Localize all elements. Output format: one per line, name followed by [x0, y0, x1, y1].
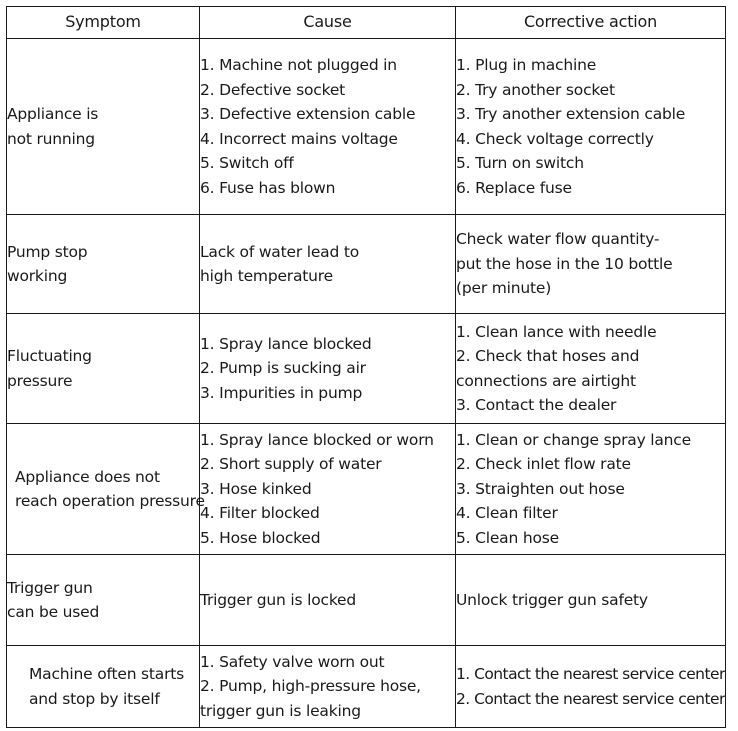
- action-line: 5. Turn on switch: [456, 154, 584, 172]
- table-row: [7, 215, 726, 314]
- symptom-line: working: [7, 267, 68, 285]
- action-cell: [456, 215, 726, 314]
- action-cell: [456, 555, 726, 646]
- cause-cell: [200, 39, 456, 215]
- header-symptom: Symptom: [7, 7, 200, 39]
- action-cell: [456, 646, 726, 728]
- symptom-line: pressure: [7, 371, 73, 390]
- action-line: 6. Replace fuse: [456, 178, 572, 197]
- cause-line: 1. Spray lance blocked or worn: [200, 430, 434, 449]
- action-line: 3. Contact the dealer: [456, 396, 617, 414]
- table-row: [7, 39, 726, 215]
- cause-line: 5. Switch off: [200, 154, 294, 172]
- symptom-cell: [7, 39, 200, 215]
- cause-line: 1. Spray lance blocked: [200, 334, 372, 353]
- cause-line: trigger gun is leaking: [200, 701, 361, 720]
- action-line: 5. Clean hose: [456, 528, 559, 547]
- action-line: connections are airtight: [456, 371, 636, 390]
- action-cell: [456, 314, 726, 424]
- symptom-line: Fluctuating: [7, 347, 92, 365]
- cause-line: 5. Hose blocked: [200, 528, 321, 547]
- cause-line: Lack of water lead to: [200, 242, 359, 261]
- action-line: 2. Check that hoses and: [456, 347, 640, 365]
- symptom-line: reach operation pressure: [15, 492, 205, 510]
- cause-cell: [200, 215, 456, 314]
- symptom-cell: [7, 424, 205, 555]
- action-line: 2. Try another socket: [456, 80, 615, 99]
- cause-cell: [200, 555, 456, 646]
- symptom-cell: [7, 314, 200, 424]
- cause-line: 2. Pump, high-pressure hose,: [200, 677, 421, 696]
- cause-cell: [200, 424, 456, 555]
- symptom-line: Appliance does not: [15, 467, 160, 486]
- cause-line: 3. Defective extension cable: [200, 105, 416, 123]
- symptom-line: not running: [7, 129, 95, 148]
- symptom-cell: [7, 555, 200, 646]
- symptom-line: and stop by itself: [29, 689, 160, 708]
- action-line: 4. Check voltage correctly: [456, 129, 654, 148]
- action-line: 3. Try another extension cable: [456, 105, 686, 123]
- cause-line: Trigger gun is locked: [200, 590, 357, 609]
- symptom-line: Trigger gun: [7, 578, 93, 597]
- header-row: [7, 7, 726, 39]
- action-line: put the hose in the 10 bottle: [456, 254, 673, 273]
- header-corrective-action: Corrective action: [456, 7, 726, 39]
- action-line: 3. Straighten out hose: [456, 479, 625, 498]
- cause-line: 3. Impurities in pump: [200, 383, 363, 402]
- action-line: (per minute): [456, 279, 552, 298]
- action-cell: [456, 424, 726, 555]
- action-line: 2. Contact the nearest service center: [456, 689, 725, 708]
- cause-line: 6. Fuse has blown: [200, 178, 336, 197]
- action-cell: [456, 39, 726, 215]
- action-line: Unlock trigger gun safety: [456, 590, 648, 609]
- cause-line: 3. Hose kinked: [200, 479, 312, 498]
- header-cause: Cause: [200, 7, 456, 39]
- action-line: 4. Clean filter: [456, 504, 558, 523]
- table-row: [7, 424, 726, 555]
- cause-cell: [200, 314, 456, 424]
- symptom-line: can be used: [7, 603, 100, 621]
- cause-line: high temperature: [200, 267, 333, 285]
- cause-cell: [200, 646, 456, 728]
- cause-line: 2. Pump is sucking air: [200, 359, 366, 378]
- action-line: 1. Clean or change spray lance: [456, 430, 691, 449]
- cause-line: 4. Incorrect mains voltage: [200, 129, 398, 148]
- symptom-line: Machine often starts: [29, 665, 185, 683]
- cause-line: 1. Machine not plugged in: [200, 56, 397, 74]
- cause-line: 2. Short supply of water: [200, 455, 382, 474]
- symptom-line: Appliance is: [7, 105, 99, 123]
- symptom-line: Pump stop: [7, 242, 88, 261]
- action-line: 1. Plug in machine: [456, 56, 597, 74]
- action-line: Check water flow quantity-: [456, 230, 660, 249]
- cause-line: 1. Safety valve worn out: [200, 652, 385, 671]
- table-row: [7, 555, 726, 646]
- action-line: 2. Check inlet flow rate: [456, 455, 631, 474]
- table-row: [7, 646, 726, 728]
- troubleshooting-table: [6, 6, 726, 728]
- symptom-cell: [7, 646, 200, 728]
- action-line: 1. Clean lance with needle: [456, 322, 657, 341]
- cause-line: 4. Filter blocked: [200, 504, 320, 523]
- symptom-cell: [7, 215, 200, 314]
- action-line: 1. Contact the nearest service center: [456, 665, 725, 683]
- table-row: [7, 314, 726, 424]
- cause-line: 2. Defective socket: [200, 80, 346, 99]
